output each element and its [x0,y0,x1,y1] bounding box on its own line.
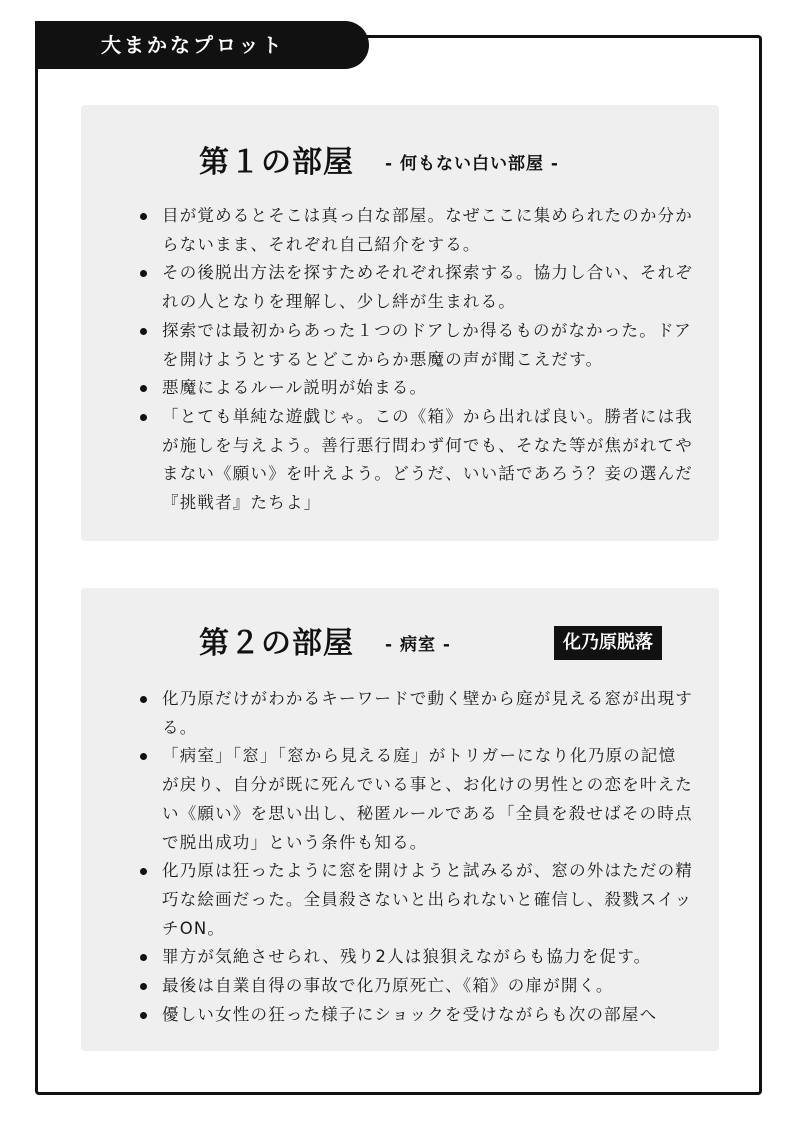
room-2-subtitle: - 病室 - [385,635,451,655]
list-item: 悪魔によるルール説明が始まる。 [138,374,693,403]
section-tab: 大まかなプロット [35,21,369,69]
list-item: 罪方が気絶させられ、残り2人は狼狽えながらも協力を促す。 [138,943,693,972]
list-item: 化乃原は狂ったように窓を開けようと試みるが、窓の外はただの精巧な絵画だった。全員殺さないと出られないと確信し、殺戮スイッチON。 [138,857,693,943]
list-item: 探索では最初からあった１つのドアしか得るものがなかった。ドアを開けようとするとどこからか悪魔の声が聞こえだす。 [138,317,693,374]
room-2-plot-list [138,685,693,1029]
list-item: 「病室」「窓」「窓から見える庭」がトリガーになり化乃原の記憶が戻り、自分が既に死んでいる事と、お化けの男性との恋を叶えたい《願い》を思い出し、秘匿ルールである「全員を殺せばその時点で脱出成功」という条件も知る。 [138,742,693,857]
list-item: 最後は自業自得の事故で化乃原死亡、《箱》の扉が開く。 [138,972,693,1001]
list-item: 「とても単純な遊戯じゃ。この《箱》から出れば良い。勝者には我が施しを与えよう。善行悪行問わず何でも、そなた等が焦がれてやまない《願い》を叶えよう。どうだ、いい話であろう？妾の選んだ『挑戦者』たちよ」 [138,403,693,518]
list-item: 優しい女性の狂った様子にショックを受けながらも次の部屋へ [138,1001,693,1030]
list-item: 化乃原だけがわかるキーワードで動く壁から庭が見える窓が出現する。 [138,685,693,742]
room-1-subtitle: - 何もない白い部屋 - [385,154,559,174]
list-item: その後脱出方法を探すためそれぞれ探索する。協力し合い、それぞれの人となりを理解し、少し絆が生まれる。 [138,259,693,316]
room-2-header [81,624,719,664]
list-item: 目が覚めるとそこは真っ白な部屋。なぜここに集められたのか分からないまま、それぞれ自己紹介をする。 [138,202,693,259]
room-2-title: 第２の部屋 [199,626,354,661]
status-badge: 化乃原脱落 [554,626,662,660]
room-1-panel [81,105,719,541]
room-1-header [81,143,719,183]
room-1-plot-list [138,202,693,518]
room-2-panel [81,588,719,1051]
room-1-title: 第１の部屋 [199,145,354,180]
